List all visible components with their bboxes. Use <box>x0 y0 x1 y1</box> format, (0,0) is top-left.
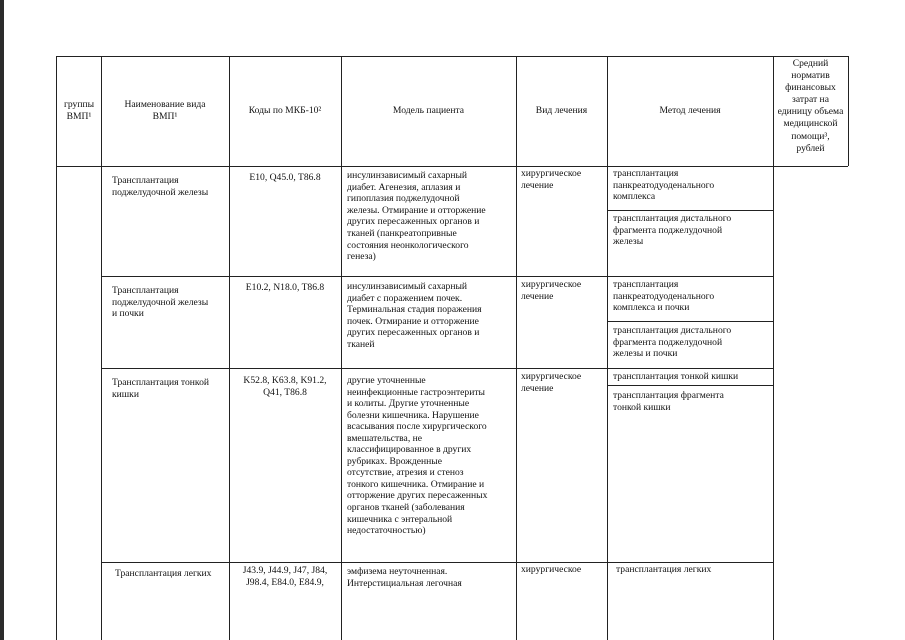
row-3-bottom-line <box>101 562 773 563</box>
header-norm: Средний норматив финансовых затрат на единицу объема медицинской помощи³, рублей <box>777 58 844 154</box>
row-1-method-1: трансплантация панкреатодуоденального комплекса <box>613 168 715 203</box>
row-1-codes: E10, Q45.0, T86.8 <box>249 172 321 183</box>
row-4-method-1: трансплантация легких <box>616 564 712 575</box>
col-line-0 <box>56 56 57 640</box>
row-3-treatment-type: хирургическое лечение <box>521 371 582 394</box>
col-line-3 <box>341 56 342 640</box>
scan-edge <box>0 0 4 640</box>
row-1-method-2: трансплантация дистального фрагмента поджелудочной железы <box>613 213 732 248</box>
row-4-treatment-type: хирургическое <box>521 564 582 575</box>
header-codes: Коды по МКБ-10² <box>248 105 322 116</box>
row-2-name: Трансплантация поджелудочной железы и почки <box>112 285 209 320</box>
row-3-model: другие уточненные неинфекционные гастроэнтериты и колиты. Другие уточненные болезни кишечника. Нарушение всасывания после хирургического вмешательства, не классифицированное в других рубриках. Врожденные отсутствие, атрезия и стеноз тонкого кишечника. Отмирание и отторжение других пересаженных органов тканей (заболевания кишечника с энтеральной недостаточностью) <box>347 375 488 537</box>
row-2-method-divider <box>607 321 773 322</box>
row-3-method-1: трансплантация тонкой кишки <box>613 371 739 382</box>
row-4-name: Трансплантация легких <box>115 568 212 579</box>
header-method: Метод лечения <box>659 105 721 116</box>
row-2-method-1: трансплантация панкреатодуоденального комплекса и почки <box>613 279 715 314</box>
row-3-method-2: трансплантация фрагмента тонкой кишки <box>613 390 724 413</box>
row-3-method-divider <box>607 385 773 386</box>
row-1-name: Трансплантация поджелудочной железы <box>112 175 209 198</box>
col-line-1 <box>101 56 102 640</box>
header-treatment-type: Вид лечения <box>535 105 588 116</box>
row-1-model: инсулинзависимый сахарный диабет. Агенезия, аплазия и гипоплазия поджелудочной железы. Отмирание и отторжение других пересаженных органов и тканей (панкреатопривные состояния неонкологического генеза) <box>347 170 486 263</box>
row-2-model: инсулинзависимый сахарный диабет с поражением почек. Терминальная стадия поражения почек. Отмирание и отторжение других пересаженных органов и тканей <box>347 281 482 350</box>
row-2-method-2: трансплантация дистального фрагмента поджелудочной железы и почки <box>613 325 732 360</box>
header-model: Модель пациента <box>392 105 465 116</box>
row-4-codes: J43.9, J44.9, J47, J84, J98.4, E84.0, E84.9, <box>242 565 328 588</box>
header-name: Наименование вида ВМП¹ <box>124 99 206 122</box>
row-2-codes: E10.2, N18.0, T86.8 <box>245 282 325 293</box>
row-3-codes: K52.8, K63.8, K91.2, Q41, T86.8 <box>243 375 327 398</box>
row-2-bottom-line <box>101 368 773 369</box>
row-3-name: Трансплантация тонкой кишки <box>112 377 210 400</box>
table-border-top <box>56 56 848 57</box>
col-line-5 <box>607 56 608 640</box>
col-line-7 <box>848 56 849 166</box>
header-group: группы ВМП¹ <box>63 99 95 122</box>
row-1-treatment-type: хирургическое лечение <box>521 168 582 191</box>
header-bottom-line <box>56 166 848 167</box>
col-line-6 <box>773 56 774 640</box>
col-line-4 <box>516 56 517 640</box>
col-line-2 <box>229 56 230 640</box>
row-4-model: эмфизема неуточненная. Интерстициальная легочная <box>347 566 462 589</box>
row-1-method-divider <box>607 210 773 211</box>
row-2-treatment-type: хирургическое лечение <box>521 279 582 302</box>
row-1-bottom-line <box>101 276 773 277</box>
